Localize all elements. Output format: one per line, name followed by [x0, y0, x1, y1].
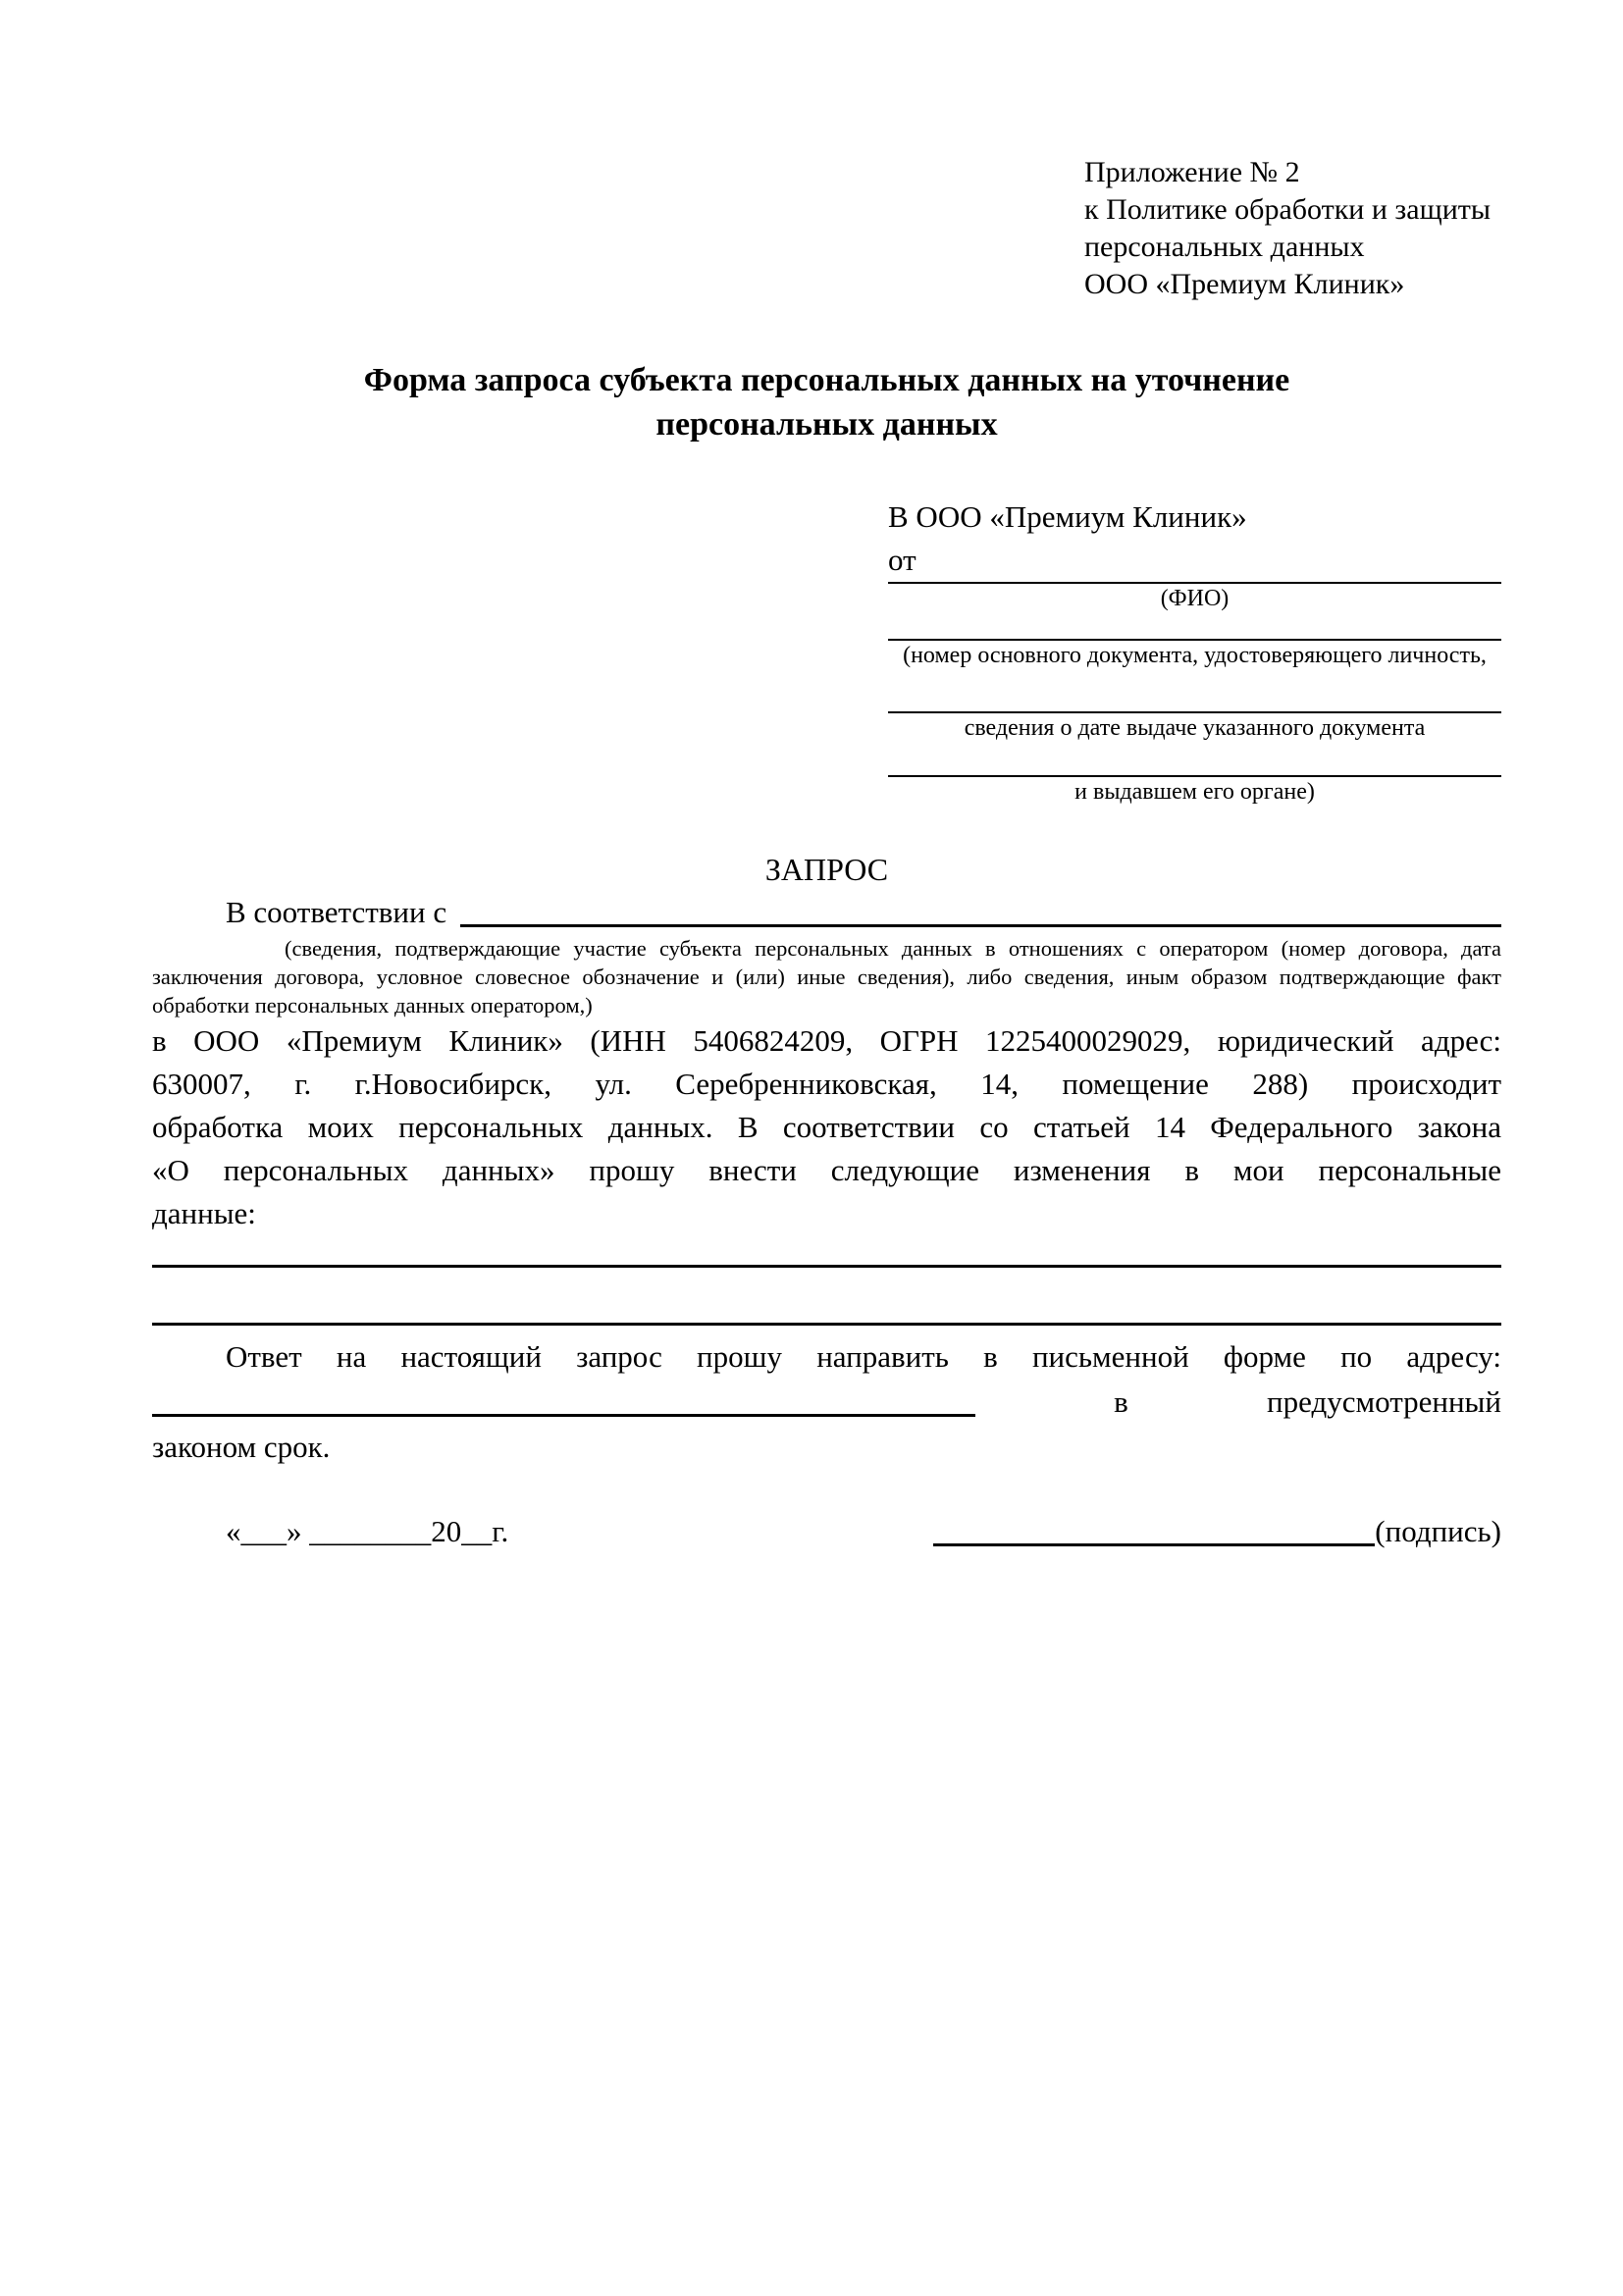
body-line-5: данные: [152, 1196, 256, 1230]
changes-blank-line-1 [152, 1265, 1501, 1268]
answer-first-line: Ответ на настоящий запрос прошу направить в письменной форме по адресу: [226, 1339, 1501, 1374]
note-line-3: обработки персональных данных оператором,) [152, 993, 593, 1018]
addressee-block [888, 496, 1501, 807]
note-line-2: заключения договора, условное словесное обозначение и (или) иные сведения), либо сведения, иным образом подтверждающие факт [152, 965, 1501, 989]
request-body [152, 1019, 1501, 1235]
form-title-line-2: персональных данных [655, 406, 998, 443]
signature-group [933, 1509, 1501, 1554]
request-heading: ЗАПРОС [764, 852, 889, 887]
answer-last-line: законом срок. [152, 1430, 331, 1464]
form-title-line-1: Форма запроса субъекта персональных данных на уточнение [363, 362, 1290, 398]
address-blank-line [152, 1414, 975, 1417]
body-line-2: 630007, г. г.Новосибирск, ул. Серебренниковская, 14, помещение 288) происходит [152, 1067, 1501, 1101]
intro-prefix: В соответствии с [226, 895, 447, 929]
appendix-header-line-2: к Политике обработки и защиты [1084, 193, 1492, 226]
answer-address-row [152, 1380, 1501, 1425]
issue-date-caption: сведения о дате выдаче указанного документа [964, 715, 1426, 741]
doc-number-caption: (номер основного документа, удостоверяющего личность, [903, 643, 1487, 668]
issue-date-field [888, 711, 1501, 743]
doc-number-field [888, 639, 1501, 670]
issuing-authority-field [888, 775, 1501, 807]
changes-blank-line-2 [152, 1323, 1501, 1326]
appendix-header-line-1: Приложение № 2 [1084, 156, 1300, 188]
answer-word-v: в [1114, 1384, 1128, 1419]
basis-blank-line [460, 924, 1501, 927]
signature-blank-line [933, 1543, 1375, 1546]
issuing-authority-caption: и выдавшем его органе) [1074, 779, 1315, 805]
intro-line [152, 891, 1501, 934]
answer-word-predusmotrenny: предусмотренный [1267, 1384, 1501, 1419]
fio-field [888, 582, 1501, 613]
signature-caption: (подпись) [1375, 1514, 1501, 1548]
body-line-4: «О персональных данных» прошу внести следующие изменения в мои персональные [152, 1153, 1501, 1187]
appendix-header-line-3: персональных данных [1084, 231, 1365, 263]
date-line: «___» ________20__г. [226, 1514, 509, 1548]
date-signature-row [152, 1509, 1501, 1554]
explanatory-note [152, 934, 1501, 1019]
addressee-to: В ООО «Премиум Клиник» [888, 499, 1247, 534]
appendix-header [1084, 154, 1501, 303]
body-line-1: в ООО «Премиум Клиник» (ИНН 5406824209, ОГРН 1225400029029, юридический адрес: [152, 1023, 1501, 1058]
fio-caption: (ФИО) [1160, 586, 1230, 611]
appendix-header-line-4: ООО «Премиум Клиник» [1084, 268, 1405, 300]
form-title [152, 358, 1501, 446]
body-line-3: обработка моих персональных данных. В соответствии со статьей 14 Федерального закона [152, 1110, 1501, 1144]
note-line-1: (сведения, подтверждающие участие субъекта персональных данных в отношениях с оператором (номер договора, дата [285, 936, 1501, 961]
addressee-from: от [888, 543, 916, 577]
